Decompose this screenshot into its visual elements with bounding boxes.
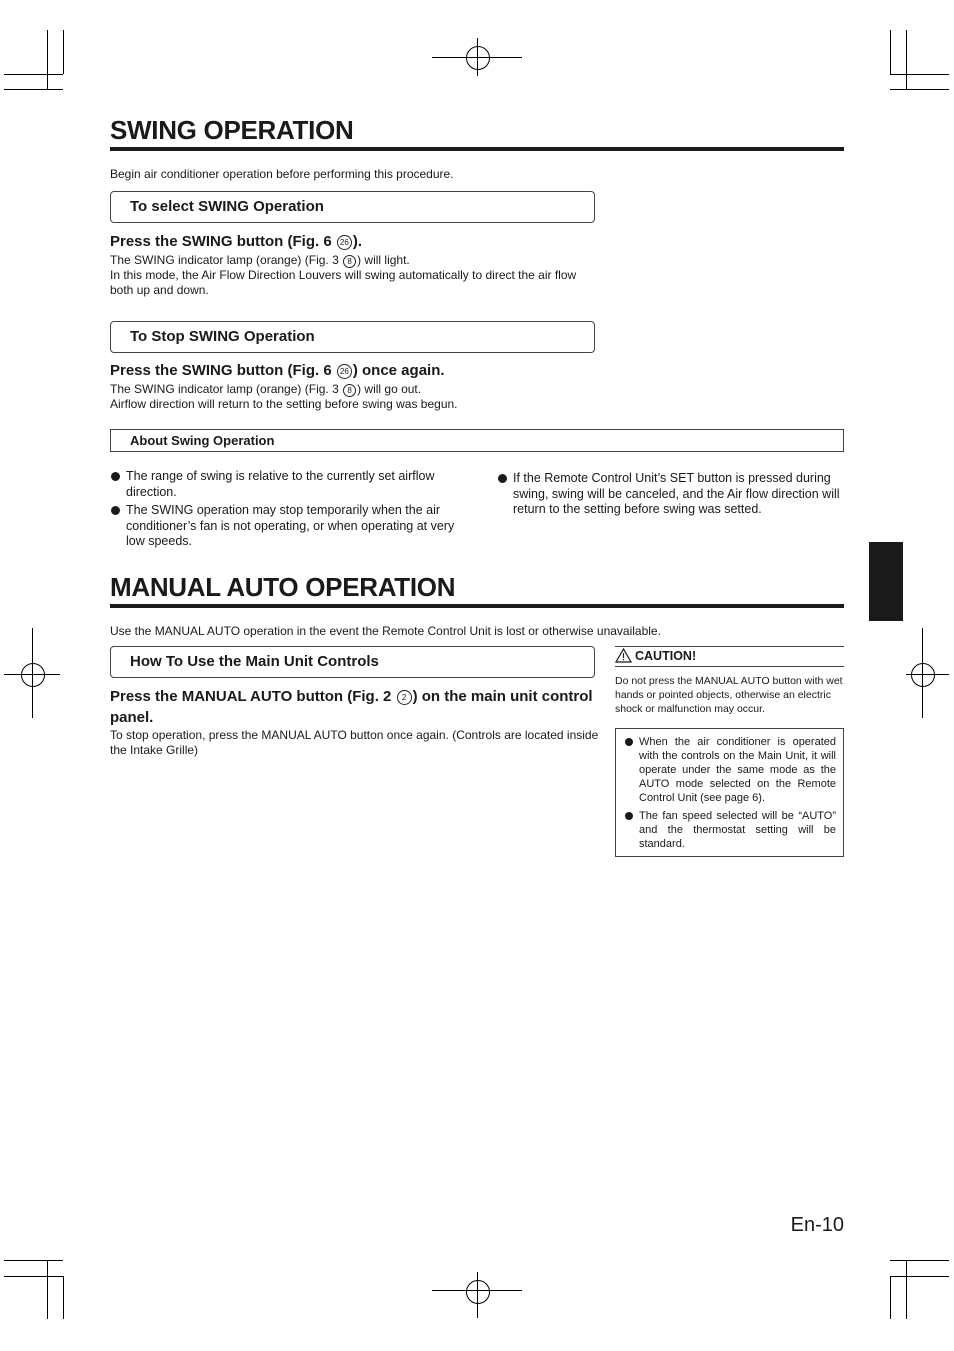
main-unit-controls-box: How To Use the Main Unit Controls — [110, 646, 595, 678]
select-swing-desc: The SWING indicator lamp (orange) (Fig. 3 8 ) will light. In this mode, the Air Flow Direction Louvers will swing automatically to direct the air flow both up and down. — [110, 253, 577, 297]
swing-intro: Begin air conditioner operation before performing this procedure. — [110, 167, 454, 181]
caution-text: Do not press the MANUAL AUTO button with wet hands or pointed objects, otherwise an electric shock or malfunction may occur. — [615, 675, 843, 715]
select-swing-box: To select SWING Operation — [110, 191, 595, 223]
fig-ref-circle: 26 — [337, 235, 352, 250]
list-item: When the air conditioner is operated with the controls on the Main Unit, it will operate under the same mode as the AUTO mode selected on the Remote Control Unit (see page 6). — [624, 735, 836, 805]
fig-ref-circle: 2 — [397, 690, 412, 705]
warning-icon — [615, 648, 632, 663]
fig-ref-circle: 8 — [343, 255, 356, 268]
list-item: If the Remote Control Unit’s SET button is pressed during swing, swing will be canceled, and the Air flow direction will return to the setting before swing was setted. — [497, 471, 844, 518]
fig-ref-circle: 26 — [337, 364, 352, 379]
list-item: The fan speed selected will be “AUTO” and the thermostat setting will be standard. — [624, 809, 836, 851]
about-left-list — [110, 469, 458, 553]
section-tab — [869, 542, 903, 621]
manual-heading: MANUAL AUTO OPERATION — [110, 572, 844, 608]
about-right-list — [497, 471, 844, 521]
select-swing-instruction: Press the SWING button (Fig. 6 26 ). — [110, 233, 363, 250]
caution-heading: CAUTION! — [615, 646, 844, 667]
stop-swing-box: To Stop SWING Operation — [110, 321, 595, 353]
note-box — [615, 728, 844, 857]
manual-intro: Use the MANUAL AUTO operation in the event the Remote Control Unit is lost or otherwise unavailable. — [110, 624, 661, 638]
fig-ref-circle: 8 — [343, 384, 356, 397]
list-item: The SWING operation may stop temporarily when the air conditioner’s fan is not operating, or when operating at very low speeds. — [110, 503, 458, 550]
page-number: En-10 — [790, 1214, 844, 1236]
manual-instruction: Press the MANUAL AUTO button (Fig. 2 2 ) on the main unit control panel. — [110, 688, 593, 726]
manual-body: To stop operation, press the MANUAL AUTO button once again. (Controls are located inside the Intake Grille) — [110, 728, 599, 757]
about-swing-bar: About Swing Operation — [110, 429, 844, 452]
swing-heading: SWING OPERATION — [110, 115, 844, 151]
stop-swing-desc: The SWING indicator lamp (orange) (Fig. 3 8 ) will go out. Airflow direction will return to the setting before swing was begun. — [110, 382, 458, 411]
stop-swing-instruction: Press the SWING button (Fig. 6 26 ) once again. — [110, 362, 445, 379]
list-item: The range of swing is relative to the currently set airflow direction. — [110, 469, 458, 500]
